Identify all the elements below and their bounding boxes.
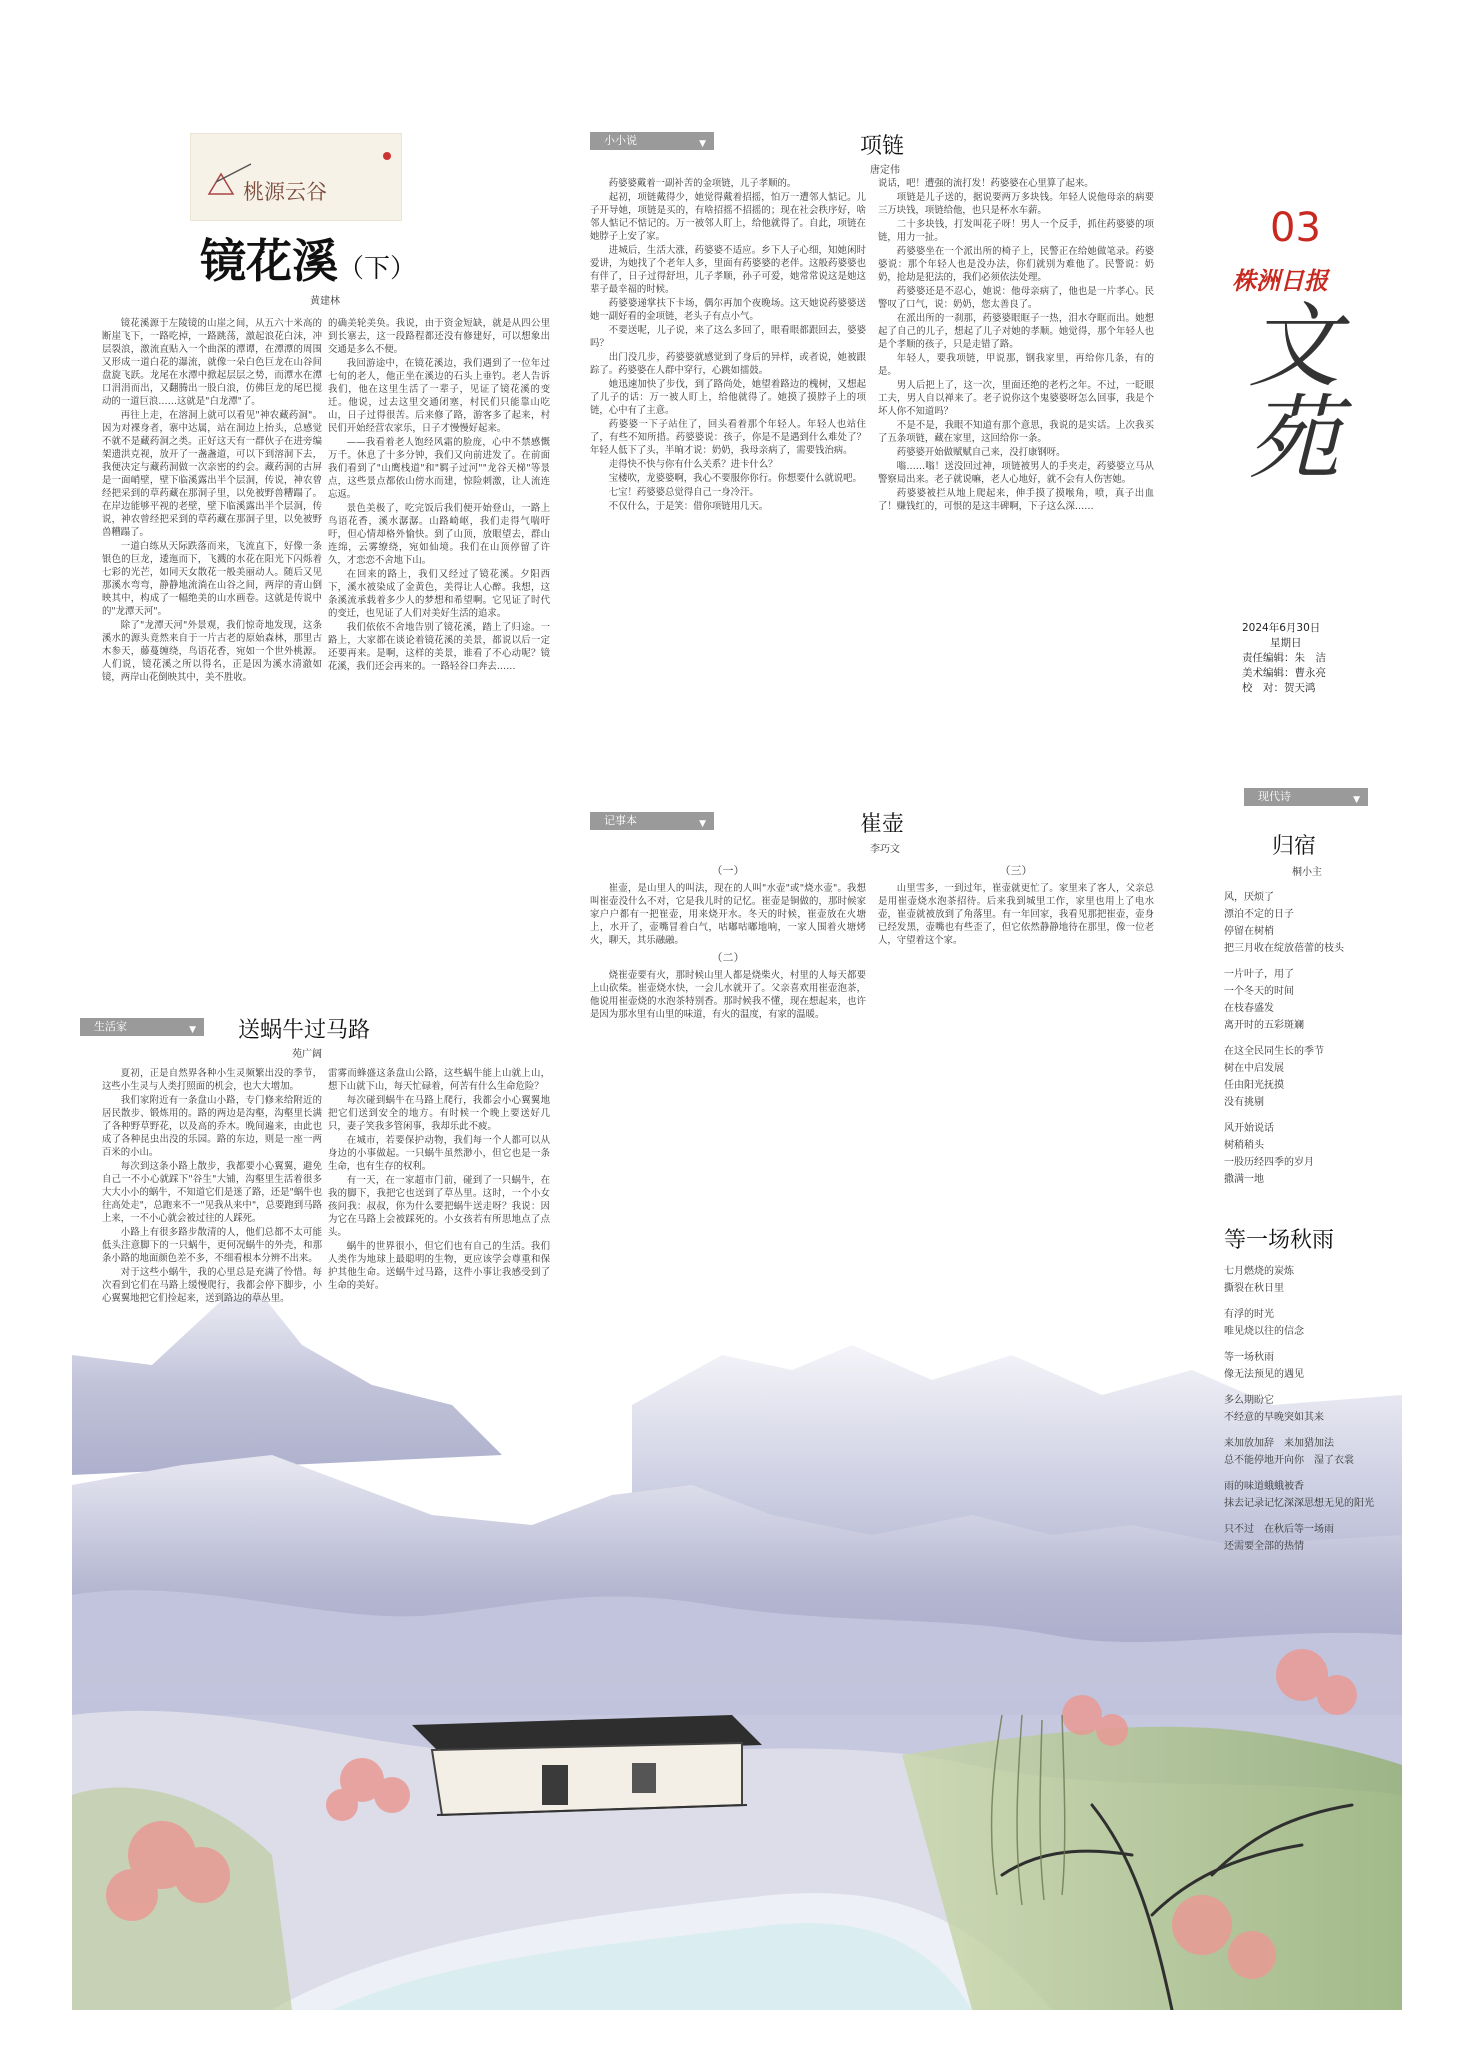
cuihu-column-1: （一） 崔壶，是山里人的叫法，现在的人叫"水壶"或"烧水壶"。我想叫崔壶没什么不对，它是我儿时的记忆。崔壶是铜做的，那时候家家户户都有一把崔壶，用来烧开水。冬天的时候，崔壶放在火塘上，水开了，壶嘴冒着白气，咕嘟咕嘟地响，一家人围着火塘烤火，聊天，其乐融融。 （二） 烧崔壶要有火，那时候山里人都是烧柴火，村里的人每天都要上山砍柴。崔壶烧水快，一会儿水就开了。父亲喜欢用崔壶泡茶，他说用崔壶烧的水泡茶特别香。那时候我不懂，现在想起来，也许是因为那水里有山里的味道，有火的温度，有家的温暖。 bbox=[590, 864, 866, 1020]
stanza-break bbox=[1224, 1034, 1399, 1043]
cuihu-author: 李巧文 bbox=[870, 844, 900, 855]
section-label-jishiben: 记事本 ▼ bbox=[590, 812, 714, 830]
woniu-column-1: 夏初，正是自然界各种小生灵频繁出没的季节，这些小生灵与人类打照面的机会，也大大增加。 我们家附近有一条盘山小路，专门修来给附近的居民散步、锻炼用的。路的两边是沟壑，沟壑里长满了各种野草野花，以及高的乔木。晚间遍来，由此也成了各种昆虫出没的乐园。路的东边，则是一座一两百米的小山。 每次到这条小路上散步，我都要小心翼翼，避免自己一不小心就踩下"谷生"大铺，沟壑里生活着很多大大小小的蜗牛，不知道它们是迷了路，还是"蜗牛也往高处走"，总跑来不一"见我从来中"，总要跑到马路上来，一不小心就会被过往的人踩死。 小路上有很多路步散清的人，他们总都不太可能低头注意脚下的一只蜗牛，更何况蜗牛的外壳，和那条小路的地面颜色差不多，不细看根本分辨不出来。 对于这些小蜗牛，我的心里总是充满了怜惜。每次看到它们在马路上缓慢爬行，我都会停下脚步，小心翼翼地把它们捡起来，送到路边的草丛里。 bbox=[102, 1068, 322, 1304]
woniu-column-2: 雷雾而蜂盛这条盘山公路，这些蜗牛能上山就上山，想下山就下山，每天忙碌着，何苦有什么生命危险？ 每次碰到蜗牛在马路上爬行，我都会小心翼翼地把它们送到安全的地方。有时候一个晚上要送好几只，妻子笑我多管闲事，我却乐此不疲。 在城市，若要保护动物，我们每一个人都可以从身边的小事做起。一只蜗牛虽然渺小，但它也是一条生命，也有生存的权利。 有一天，在一家超市门前，碰到了一只蜗牛，在我的脚下，我把它也送到了草丛里。这时，一个小女孩问我：叔叔，你为什么要把蜗牛送走呀？我说：因为它在马路上会被踩死的。小女孩若有所思地点了点头。 蜗牛的世界很小，但它们也有自己的生活。我们人类作为地球上最聪明的生物，更应该学会尊重和保护其他生命。送蜗牛过马路，这件小事让我感受到了生命的美好。 bbox=[328, 1068, 550, 1291]
stanza-break bbox=[1224, 1426, 1399, 1435]
section-label-xiandaishi: 现代诗 ▼ bbox=[1244, 788, 1368, 806]
page-number: 03 bbox=[1270, 205, 1321, 251]
proofreader: 校 对：贺天鸿 bbox=[1242, 682, 1316, 694]
poem-line: 停留在树梢 bbox=[1224, 926, 1274, 937]
poem-line: 撕裂在秋日里 bbox=[1224, 1283, 1284, 1294]
guisu-title: 归宿 bbox=[1272, 834, 1317, 859]
poem-line: 七月燃烧的炭炼 bbox=[1224, 1266, 1294, 1277]
cuihu-title: 崔壶 bbox=[860, 812, 905, 837]
section-label-xiaoxiaoshuo: 小小说 ▼ bbox=[590, 132, 714, 150]
poem-line: 树在中启发展 bbox=[1224, 1063, 1284, 1074]
cuihu-column-2: （三） 山里雪多，一到过年，崔壶就更忙了。家里来了客人，父亲总是用崔壶烧水泡茶招待。后来我到城里工作，家里也用上了电水壶，崔壶就被放到了角落里。有一年回家，我看见那把崔壶，壶身已经发黑，壶嘴也有些歪了，但它依然静静地待在那里，像一位老人，守望着这个家。 bbox=[878, 864, 1154, 946]
stanza-break bbox=[1224, 1111, 1399, 1120]
stanza-break bbox=[1224, 1383, 1399, 1392]
poem-line: 离开时的五彩斑斓 bbox=[1224, 1020, 1304, 1031]
chevron-down-icon: ▼ bbox=[189, 1025, 196, 1035]
poem-line: 不经意的早晚突如其来 bbox=[1224, 1412, 1324, 1423]
stanza-break bbox=[1224, 1340, 1399, 1349]
cuihu-section-heading: （三） bbox=[999, 864, 1033, 877]
qiuyu-title: 等一场秋雨 bbox=[1224, 1228, 1335, 1253]
poem-line: 抹去记录记忆深深思想无见的阳光 bbox=[1224, 1498, 1374, 1509]
poem-line: 任由阳光抚摸 bbox=[1224, 1080, 1284, 1091]
poem-line: 没有挑剔 bbox=[1224, 1097, 1264, 1108]
poem-line: 来加放加辞 来加猎加法 bbox=[1224, 1438, 1334, 1449]
chevron-down-icon: ▼ bbox=[699, 139, 706, 149]
story-author: 黄建林 bbox=[310, 296, 340, 307]
poem-line: 把三月收在绽放蓓蕾的枝头 bbox=[1224, 943, 1344, 954]
poem-line: 唯见烧以往的信念 bbox=[1224, 1326, 1304, 1337]
poem-line: 一个冬天的时间 bbox=[1224, 986, 1294, 997]
story-column-2: 的确美轮美奂。我说，由于资金短缺，就是从四公里到长寨去，这一段路程都还没有修建好，可以想象出交通是多么不便。 我回游途中，在镜花溪边，我们遇到了一位年过七旬的老人，他正坐在溪边的石头上垂钓。老人告诉我们，他在这里生活了一辈子，见证了镜花溪的变迁。他说，过去这里交通闭塞，村民们只能靠山吃山，日子过得很苦。后来修了路，游客多了起来，村民们开始经营农家乐，日子才慢慢好起来。 ——我看着老人饱经风霜的脸庞，心中不禁感慨万千。休息了十多分钟，我们又向前进发了。在前面我们看到了"山鹰栈道"和"羁子过河""龙谷天梯"等景点，这些景点都依山傍水而建，惊险刺激，让人流连忘返。 景色美极了，吃完饭后我们便开始登山，一路上鸟语花香，溪水潺潺。山路崎岖，我们走得气喘吁吁，但心情却格外愉快。到了山顶，放眼望去，群山连绵，云雾缭绕，宛如仙境。我们在山顶停留了许久，才恋恋不舍地下山。 在回来的路上，我们又经过了镜花溪。夕阳西下，溪水被染成了金黄色，美得让人心醉。我想，这条溪流承载着多少人的梦想和希望啊。它见证了时代的变迁，也见证了人们对美好生活的追求。 我们依依不舍地告别了镜花溪，踏上了归途。一路上，大家都在谈论着镜花溪的美景，都说以后一定还要再来。是啊，这样的美景，谁看了不心动呢？镜花溪，我们还会再来的。一路轻谷口奔去…… bbox=[328, 318, 550, 672]
poem-line: 有浮的时光 bbox=[1224, 1309, 1274, 1320]
poem-line: 风，厌烦了 bbox=[1224, 892, 1274, 903]
poem-line: 撒满一地 bbox=[1224, 1174, 1264, 1185]
issue-date: 2024年6月30日 bbox=[1242, 622, 1321, 634]
editor: 责任编辑：朱 洁 bbox=[1242, 652, 1326, 664]
cuihu-section-heading: （一） bbox=[711, 864, 745, 877]
woniu-title: 送蜗牛过马路 bbox=[238, 1018, 371, 1043]
poem-line: 等一场秋雨 bbox=[1224, 1352, 1274, 1363]
poem-line: 雨的味道蛾蛾被香 bbox=[1224, 1481, 1304, 1492]
issue-weekday: 星期日 bbox=[1270, 637, 1302, 649]
section-name: 文苑 bbox=[1233, 297, 1340, 481]
poem-line: 总不能停地开向你 湿了衣裳 bbox=[1224, 1455, 1354, 1466]
logo-box bbox=[190, 133, 402, 221]
guisu-author: 桐小主 bbox=[1292, 867, 1322, 878]
paper-name: 株洲日报 bbox=[1232, 266, 1328, 295]
xianglian-column-2: 说话，吧！遭强的流打发！药婆婆在心里算了起来。 项链是儿子送的，据说要两万多块钱。年轻人说他母亲的病要三万块钱，项链给他，也只是杯水车薪。 二十多块钱，打发叫花子呀！男人一个反手，抓住药婆婆的项链，用力一扯。 药婆婆坐在一个派出所的椅子上，民警正在给她做笔录。药婆婆说：那个年轻人也是没办法，你们就别为难他了。民警说：奶奶，抢劫是犯法的，我们必须依法处理。 药婆婆还是不忍心，她说：他母亲病了，他也是一片孝心。民警叹了口气，说：奶奶，您太善良了。 在派出所的一刹那，药婆婆眼眶子一热，泪水夺眶而出。她想起了自己的儿子，想起了儿子对她的孝顺。她觉得，那个年轻人也是个孝顺的孩子，只是走错了路。 年轻人，要我项链，甲说那，钢我家里，再给你几条，有的是。 男人后把上了，这一次，里面还绝的老朽之年。不过，一眨眼工夫，男人自以禅来了。老子说你这个鬼婆婆呀怎么回事，我是个坏人你不知道吗？ 不是不是，我眼不知道有那个意思，我说的是实话。上次我买了五条项链，藏在家里，这回给你一条。 药婆婆开始做赋赋自己来，没打康钢呀。 嗡……嗡！送没回过神，项链被男人的手夹走，药婆婆立马从警察局出来。老子就说嘛，老人心地好，就不会有人伤害她。 药婆婆被拦从地上爬起来，伸手摸了摸喉角，喷，真子出血了！赚钱红的，可恨的是这丰碑啊，下子这么深…… bbox=[878, 178, 1154, 512]
xianglian-author: 唐定伟 bbox=[870, 165, 900, 176]
poem-line: 一股历经四季的岁月 bbox=[1224, 1157, 1314, 1168]
poem-line: 树稍稍头 bbox=[1224, 1140, 1264, 1151]
stanza-break bbox=[1224, 1512, 1399, 1521]
masthead-meta bbox=[1242, 621, 1326, 696]
stanza-break bbox=[1224, 957, 1399, 966]
story-title: 镜花溪（下） bbox=[200, 234, 417, 288]
art-editor: 美术编辑：曹永亮 bbox=[1242, 667, 1326, 679]
qiuyu-poem bbox=[1224, 1263, 1399, 1653]
chevron-down-icon: ▼ bbox=[1353, 795, 1360, 805]
poem-line: 多么期盼它 bbox=[1224, 1395, 1274, 1406]
chevron-down-icon: ▼ bbox=[699, 819, 706, 829]
newspaper-page bbox=[72, 105, 1402, 2010]
cuihu-section-heading: （二） bbox=[711, 951, 745, 964]
poem-line: 还需要全部的热情 bbox=[1224, 1541, 1304, 1552]
story-column-1: 镜花溪源于左陵镜的山崖之间，从五六十米高的断崖飞下，一路吃掉，一路跳荡，激起浪花白沫，冲层裂浪，激流直贴入一个曲深的潭谭，在潭潭的周围又形成一道白花的瀑流，就像一朵白色巨龙在山谷间盘旋飞跃。龙尾在水潭中掀起层层之势，而潭水在潭口涓涓而出，又翻腾出一股白浪，仿佛巨龙的尾巴搅动的一道巨浪……这就是"白龙潭"了。 再往上走，在溶洞上就可以看见"神农藏药洞"。因为对裸身者，寨中达属，站在洞边上抬头，总感觉不就不是藏药洞之类。正好这天有一群伙子在进旁编架遗洪克视，放开了一盏盏道，可以下到溶洞下去，我便决定与藏药洞做一次亲密的约会。藏药洞的古屏是一面峭壁，壁下临溪露出半个层洞，传说，神农曾经把采到的草药藏在那洞子里，以免被野兽糟蹋了。在岸边能够平视的老壁，壁下临溪露出半个层洞，传说，神农曾经把采到的草药藏在那洞子里，以免被野兽糟蹋了。 一道白练从天际跌落而来，飞流直下，好像一条银色的巨龙，逶迤而下，飞溅的水花在阳光下闪烁着七彩的光芒，如同天女散花一般美丽动人。随后又见那溪水弯弯，静静地流淌在山谷之间，两岸的青山倒映其中，构成了一幅绝美的山水画卷。这就是传说中的"龙潭天河"。 除了"龙潭天河"外景观，我们惊奇地发现，这条溪水的源头竟然来自于一片古老的原始森林，那里古木参天，藤蔓缠绕，鸟语花香，宛如一个世外桃源。人们说，镜花溪之所以得名，正是因为溪水清澈如镜，两岸山花倒映其中，美不胜收。 bbox=[102, 318, 322, 683]
section-label-shenghuojia: 生活家 ▼ bbox=[80, 1018, 204, 1036]
xianglian-column-1: 药婆婆戴着一副补苦的金项链，儿子孝顺的。 起初，项链戴得少，她觉得戴着招摇，怕万一遭邻人惦记。儿子开导她，项链是买的，有啥招摇不招摇的；现在社会秩序好，啥邻人惦记不惦记的。万一被邻人盯上，给他就得了。自此，项链在她脖子上安了家。 进城后，生活大涨，药婆婆不适应。乡下人子心细，知她闲时爱讲，为她找了个老年人多，里面有药婆婆的老伴。这般药婆婆也有伴了，日子过得舒坦，儿子孝顺，孙子可爱，她常常说这是她这辈子最幸福的时候。 药婆婆递掌扶下卡场，偶尔再加个夜晚场。这天她说药婆婆送她一副好看的金项链，老头子有点小气。 不要送呢，儿子说，来了这么多回了，眼看眼都跟回去，婆婆吗？ 出门没几步，药婆婆就感觉到了身后的异样，或者说，她被跟踪了。药婆婆在人群中穿行，心跳如擂鼓。 她迅速加快了步伐，到了路尚处，她望着路边的槐树，又想起了儿子的话：万一被人盯上，给他就得了。她摸了摸脖子上的项链，心中有了主意。 药婆婆一下子站住了，回头看着那个年轻人。年轻人也站住了，有些不知所措。药婆婆说：孩子，你是不是遇到什么难处了？年轻人低下了头，半晌才说：奶奶，我母亲病了，需要钱治病。 走得快不快与你有什么关系？进卡什么？ 宝楼吹，龙婆婆啊，我心不要服你你行。你想要什么就说吧。 七宝！药婆婆总觉得自己一身冷汗。 不仅什么，于是笑：借你项链用几天。 bbox=[590, 178, 866, 512]
logo-text: 桃源云谷 bbox=[243, 180, 327, 204]
poem-line: 像无法预见的遇见 bbox=[1224, 1369, 1304, 1380]
stanza-break bbox=[1224, 1469, 1399, 1478]
woniu-author: 苑广阔 bbox=[292, 1049, 322, 1060]
poem-line: 漂泊不定的日子 bbox=[1224, 909, 1294, 920]
xianglian-title: 项链 bbox=[860, 134, 905, 159]
poem-line: 一片叶子，用了 bbox=[1224, 969, 1294, 980]
stanza-break bbox=[1224, 1297, 1399, 1306]
poem-line: 在枝春盛发 bbox=[1224, 1003, 1274, 1014]
poem-line: 在这全民同生长的季节 bbox=[1224, 1046, 1324, 1057]
poem-line: 只不过 在秋后等一场雨 bbox=[1224, 1524, 1334, 1535]
poem-line: 风开始说话 bbox=[1224, 1123, 1274, 1134]
